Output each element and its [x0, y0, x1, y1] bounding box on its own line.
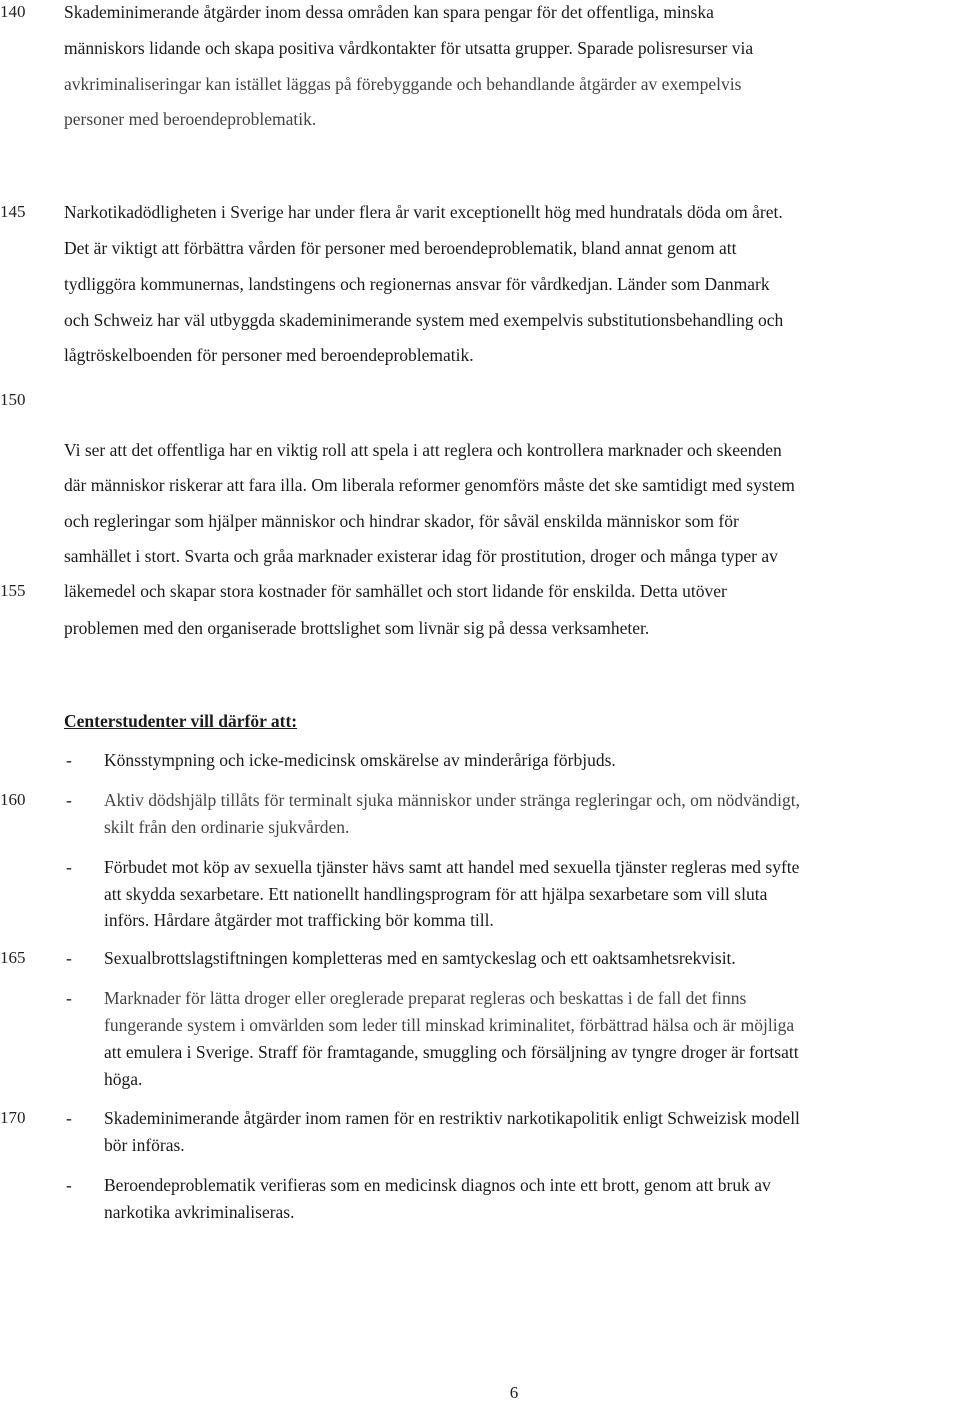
list-item-line: Marknader för lätta droger eller oreglerade preparat regleras och beskattas i de fall det finns — [104, 988, 747, 1008]
line-number-155: 155 — [0, 581, 26, 600]
list-item-line: bör införas. — [104, 1135, 185, 1155]
paragraph-line: läkemedel och skapar stora kostnader för samhället och stort lidande för enskilda. Detta utöver — [64, 581, 727, 601]
paragraph-line: människors lidande och skapa positiva vårdkontakter för utsatta grupper. Sparade polisresurser via — [64, 38, 754, 58]
list-item-line: att emulera i Sverige. Straff för framtagande, smuggling och försäljning av tyngre droger är fortsatt — [104, 1042, 799, 1062]
bullet-dash: - — [66, 1108, 72, 1128]
bullet-dash: - — [66, 857, 72, 877]
paragraph-line: och Schweiz har väl utbyggda skademinimerande system med exempelvis substitutionsbehandling och — [64, 310, 784, 330]
list-item-line: att skydda sexarbetare. Ett nationellt handlingsprogram för att hjälpa sexarbetare som vill sluta — [104, 884, 768, 904]
list-item-line: Sexualbrottslagstiftningen kompletteras med en samtyckeslag och ett oaktsamhetsrekvisit. — [104, 948, 736, 968]
paragraph-line: Det är viktigt att förbättra vården för personer med beroendeproblematik, bland annat genom att — [64, 238, 737, 258]
bullet-dash: - — [66, 1175, 72, 1195]
list-item-line: narkotika avkriminaliseras. — [104, 1202, 295, 1222]
paragraph-line: där människor riskerar att fara illa. Om liberala reformer genomförs måste det ske samtidigt med system — [64, 475, 795, 495]
line-number-160: 160 — [0, 790, 26, 809]
paragraph-line: tydliggöra kommunernas, landstingens och regionernas ansvar för vårdkedjan. Länder som Danmark — [64, 274, 770, 294]
paragraph-line: lågtröskelboenden för personer med beroendeproblematik. — [64, 345, 474, 365]
list-item-line: Aktiv dödshjälp tillåts för terminalt sjuka människor under stränga regleringar och, om nödvändigt, — [104, 790, 800, 810]
list-item-line: höga. — [104, 1069, 143, 1089]
section-heading: Centerstudenter vill därför att: — [64, 711, 298, 731]
paragraph-line: avkriminaliseringar kan istället läggas på förebyggande och behandlande åtgärder av exempelvis — [64, 74, 742, 94]
list-item-line: Beroendeproblematik verifieras som en medicinsk diagnos och inte ett brott, genom att bruk av — [104, 1175, 771, 1195]
list-item-line: Skademinimerande åtgärder inom ramen för en restriktiv narkotikapolitik enligt Schweizisk modell — [104, 1108, 800, 1128]
paragraph-line: Narkotikadödligheten i Sverige har under flera år varit exceptionellt hög med hundratals döda om året. — [64, 202, 783, 222]
line-number-145: 145 — [0, 202, 26, 221]
list-item-line: fungerande system i omvärlden som leder till minskad kriminalitet, förbättrad hälsa och är möjliga — [104, 1015, 795, 1035]
paragraph-line: Vi ser att det offentliga har en viktig roll att spela i att reglera och kontrollera marknader och skeenden — [64, 440, 782, 460]
bullet-dash: - — [66, 988, 72, 1008]
list-item-line: Förbudet mot köp av sexuella tjänster hävs samt att handel med sexuella tjänster regleras med syfte — [104, 857, 800, 877]
page-number: 6 — [509, 1383, 519, 1402]
paragraph-line: Skademinimerande åtgärder inom dessa områden kan spara pengar för det offentliga, minska — [64, 2, 714, 22]
bullet-dash: - — [66, 750, 72, 770]
line-number-165: 165 — [0, 948, 26, 967]
line-number-150: 150 — [0, 390, 26, 409]
list-item-line: skilt från den ordinarie sjukvården. — [104, 817, 350, 837]
paragraph-line: personer med beroendeproblematik. — [64, 109, 317, 129]
list-item-line: Könsstympning och icke-medicinsk omskärelse av minderåriga förbjuds. — [104, 750, 616, 770]
line-number-170: 170 — [0, 1108, 26, 1127]
bullet-dash: - — [66, 948, 72, 968]
bullet-dash: - — [66, 790, 72, 810]
list-item-line: införs. Hårdare åtgärder mot trafficking bör komma till. — [104, 910, 494, 930]
paragraph-line: problemen med den organiserade brottslighet som livnär sig på dessa verksamheter. — [64, 618, 650, 638]
paragraph-line: samhället i stort. Svarta och gråa marknader existerar idag för prostitution, droger och många typer av — [64, 546, 778, 566]
paragraph-line: och regleringar som hjälper människor och hindrar skador, för såväl enskilda människor som för — [64, 511, 739, 531]
line-number-140: 140 — [0, 2, 26, 21]
